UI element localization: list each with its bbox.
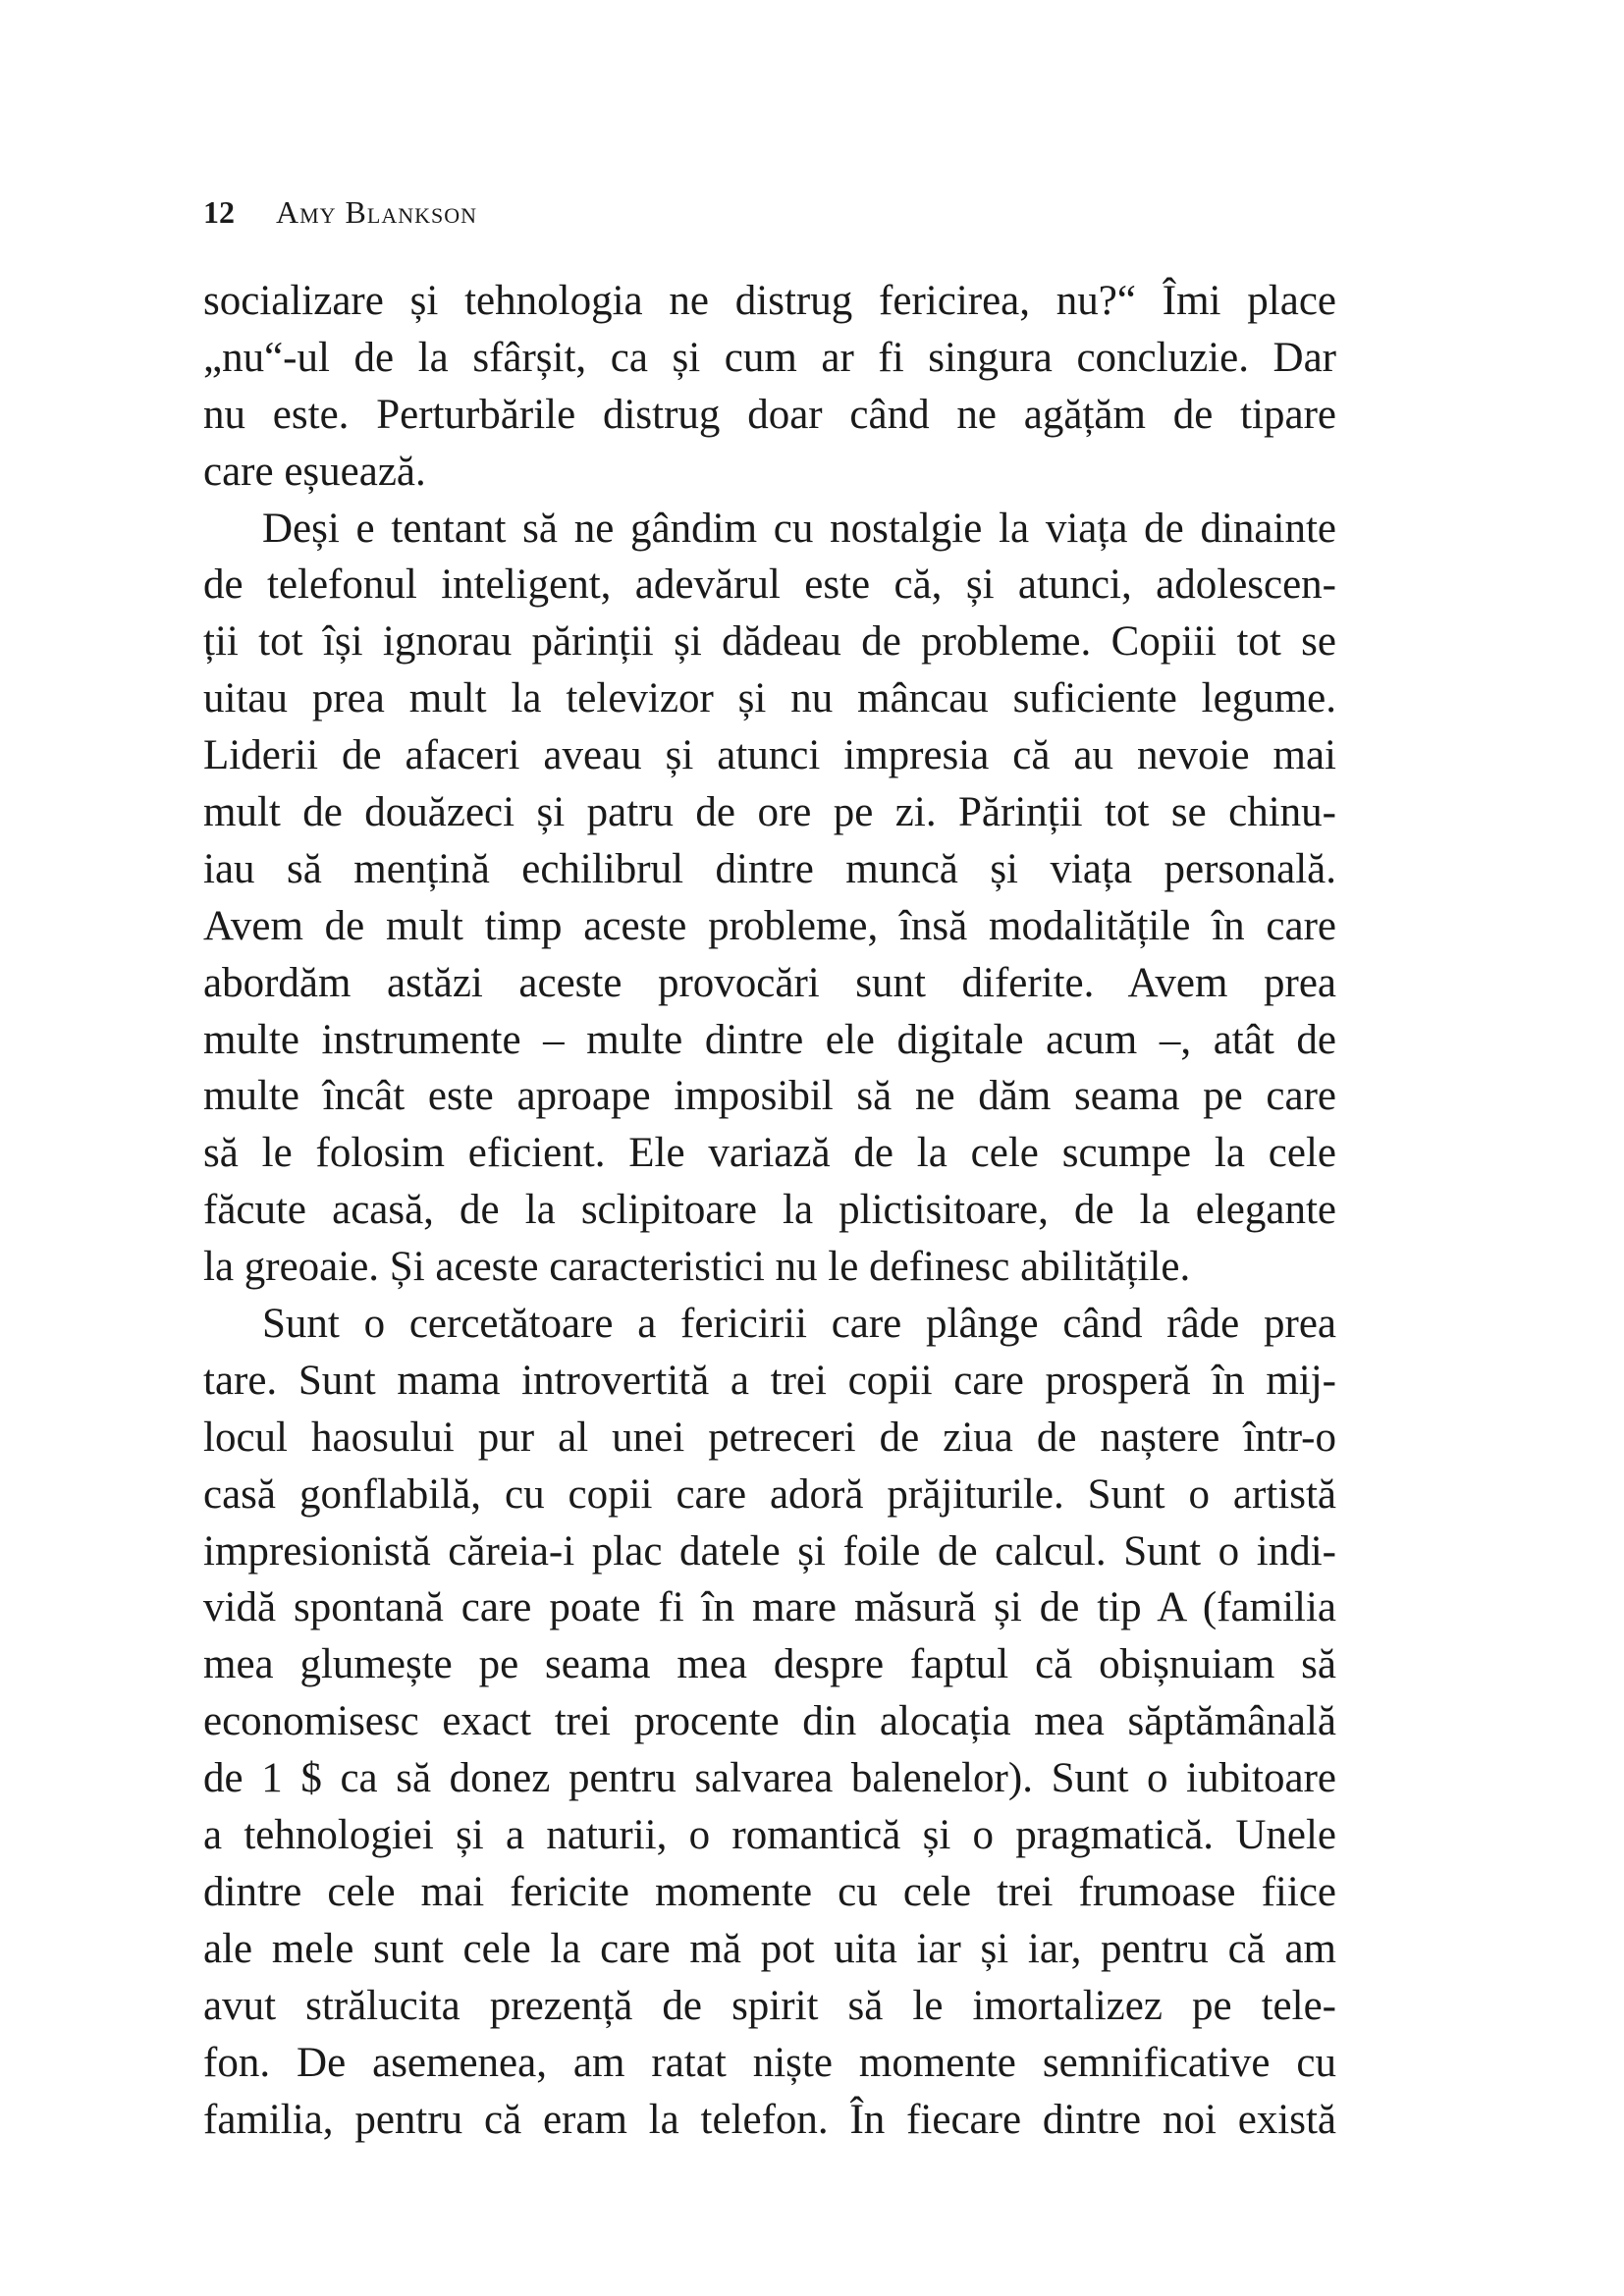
text-line: nu este. Perturbările distrug doar când ne agățăm de tipare xyxy=(203,391,1336,438)
text-line: socializare și tehnologia ne distrug fericirea, nu?“ Îmi place xyxy=(203,278,1336,324)
text-line: Deși e tentant să ne gândim cu nostalgie la viața de dinainte xyxy=(262,505,1336,552)
text-line: multe instrumente – multe dintre ele digitale acum –, atât de xyxy=(203,1016,1336,1063)
text-line: mult de douăzeci și patru de ore pe zi. Părinții tot se chinu- xyxy=(203,789,1336,836)
text-line: locul haosului pur al unei petreceri de ziua de naștere într-o xyxy=(203,1414,1336,1461)
text-line: iau să mențină echilibrul dintre muncă și viața personală. xyxy=(203,845,1336,892)
text-line: să le folosim eficient. Ele variază de la cele scumpe la cele xyxy=(203,1130,1336,1177)
text-line: dintre cele mai fericite momente cu cele trei frumoase fiice xyxy=(203,1868,1336,1915)
text-line: mea glumește pe seama mea despre faptul că obișnuiam să xyxy=(203,1641,1336,1688)
text-line: Avem de mult timp aceste probleme, însă modalitățile în care xyxy=(203,902,1336,949)
text-line: de 1 $ ca să donez pentru salvarea balenelor). Sunt o iubitoare xyxy=(203,1755,1336,1802)
text-line: abordăm astăzi aceste provocări sunt diferite. Avem prea xyxy=(203,959,1336,1006)
page-number: 12 xyxy=(203,194,235,230)
text-line: „nu“-ul de la sfârșit, ca și cum ar fi singura concluzie. Dar xyxy=(203,334,1336,381)
text-line: făcute acasă, de la sclipitoare la plictisitoare, de la elegante xyxy=(203,1187,1336,1234)
text-line: familia, pentru că eram la telefon. În fiecare dintre noi există xyxy=(203,2096,1336,2143)
running-header-author: Amy Blankson xyxy=(276,194,478,230)
text-line: Sunt o cercetătoare a fericirii care plânge când râde prea xyxy=(262,1301,1336,1348)
text-line: a tehnologiei și a naturii, o romantică și o pragmatică. Unele xyxy=(203,1812,1336,1859)
text-line: ții tot își ignorau părinții și dădeau de probleme. Copiii tot se xyxy=(203,618,1336,666)
text-line: uitau prea mult la televizor și nu mâncau suficiente legume. xyxy=(203,675,1336,722)
text-line: ale mele sunt cele la care mă pot uita iar și iar, pentru că am xyxy=(203,1925,1336,1972)
body-text xyxy=(203,273,1336,2148)
text-line: vidă spontană care poate fi în mare măsură și de tip A (familia xyxy=(203,1584,1336,1631)
text-line: Liderii de afaceri aveau și atunci impresia că au nevoie mai xyxy=(203,732,1336,779)
text-line: care eșuează. xyxy=(203,448,426,495)
text-line: fon. De asemenea, am ratat niște momente semnificative cu xyxy=(203,2039,1336,2086)
running-header xyxy=(203,192,477,232)
text-line: tare. Sunt mama introvertită a trei copii care prosperă în mij- xyxy=(203,1357,1336,1404)
text-line: casă gonflabilă, cu copii care adoră prăjiturile. Sunt o artistă xyxy=(203,1470,1336,1518)
text-line: multe încât este aproape imposibil să ne dăm seama pe care xyxy=(203,1073,1336,1120)
text-line: de telefonul inteligent, adevărul este că, și atunci, adolescen- xyxy=(203,561,1336,609)
text-line: la greoaie. Și aceste caracteristici nu le definesc abilitățile. xyxy=(203,1244,1191,1291)
text-line: economisesc exact trei procente din alocația mea săptămânală xyxy=(203,1698,1336,1745)
text-line: impresionistă căreia-i plac datele și foile de calcul. Sunt o indi- xyxy=(203,1527,1336,1575)
text-line: avut strălucita prezență de spirit să le imortalizez pe tele- xyxy=(203,1982,1336,2029)
